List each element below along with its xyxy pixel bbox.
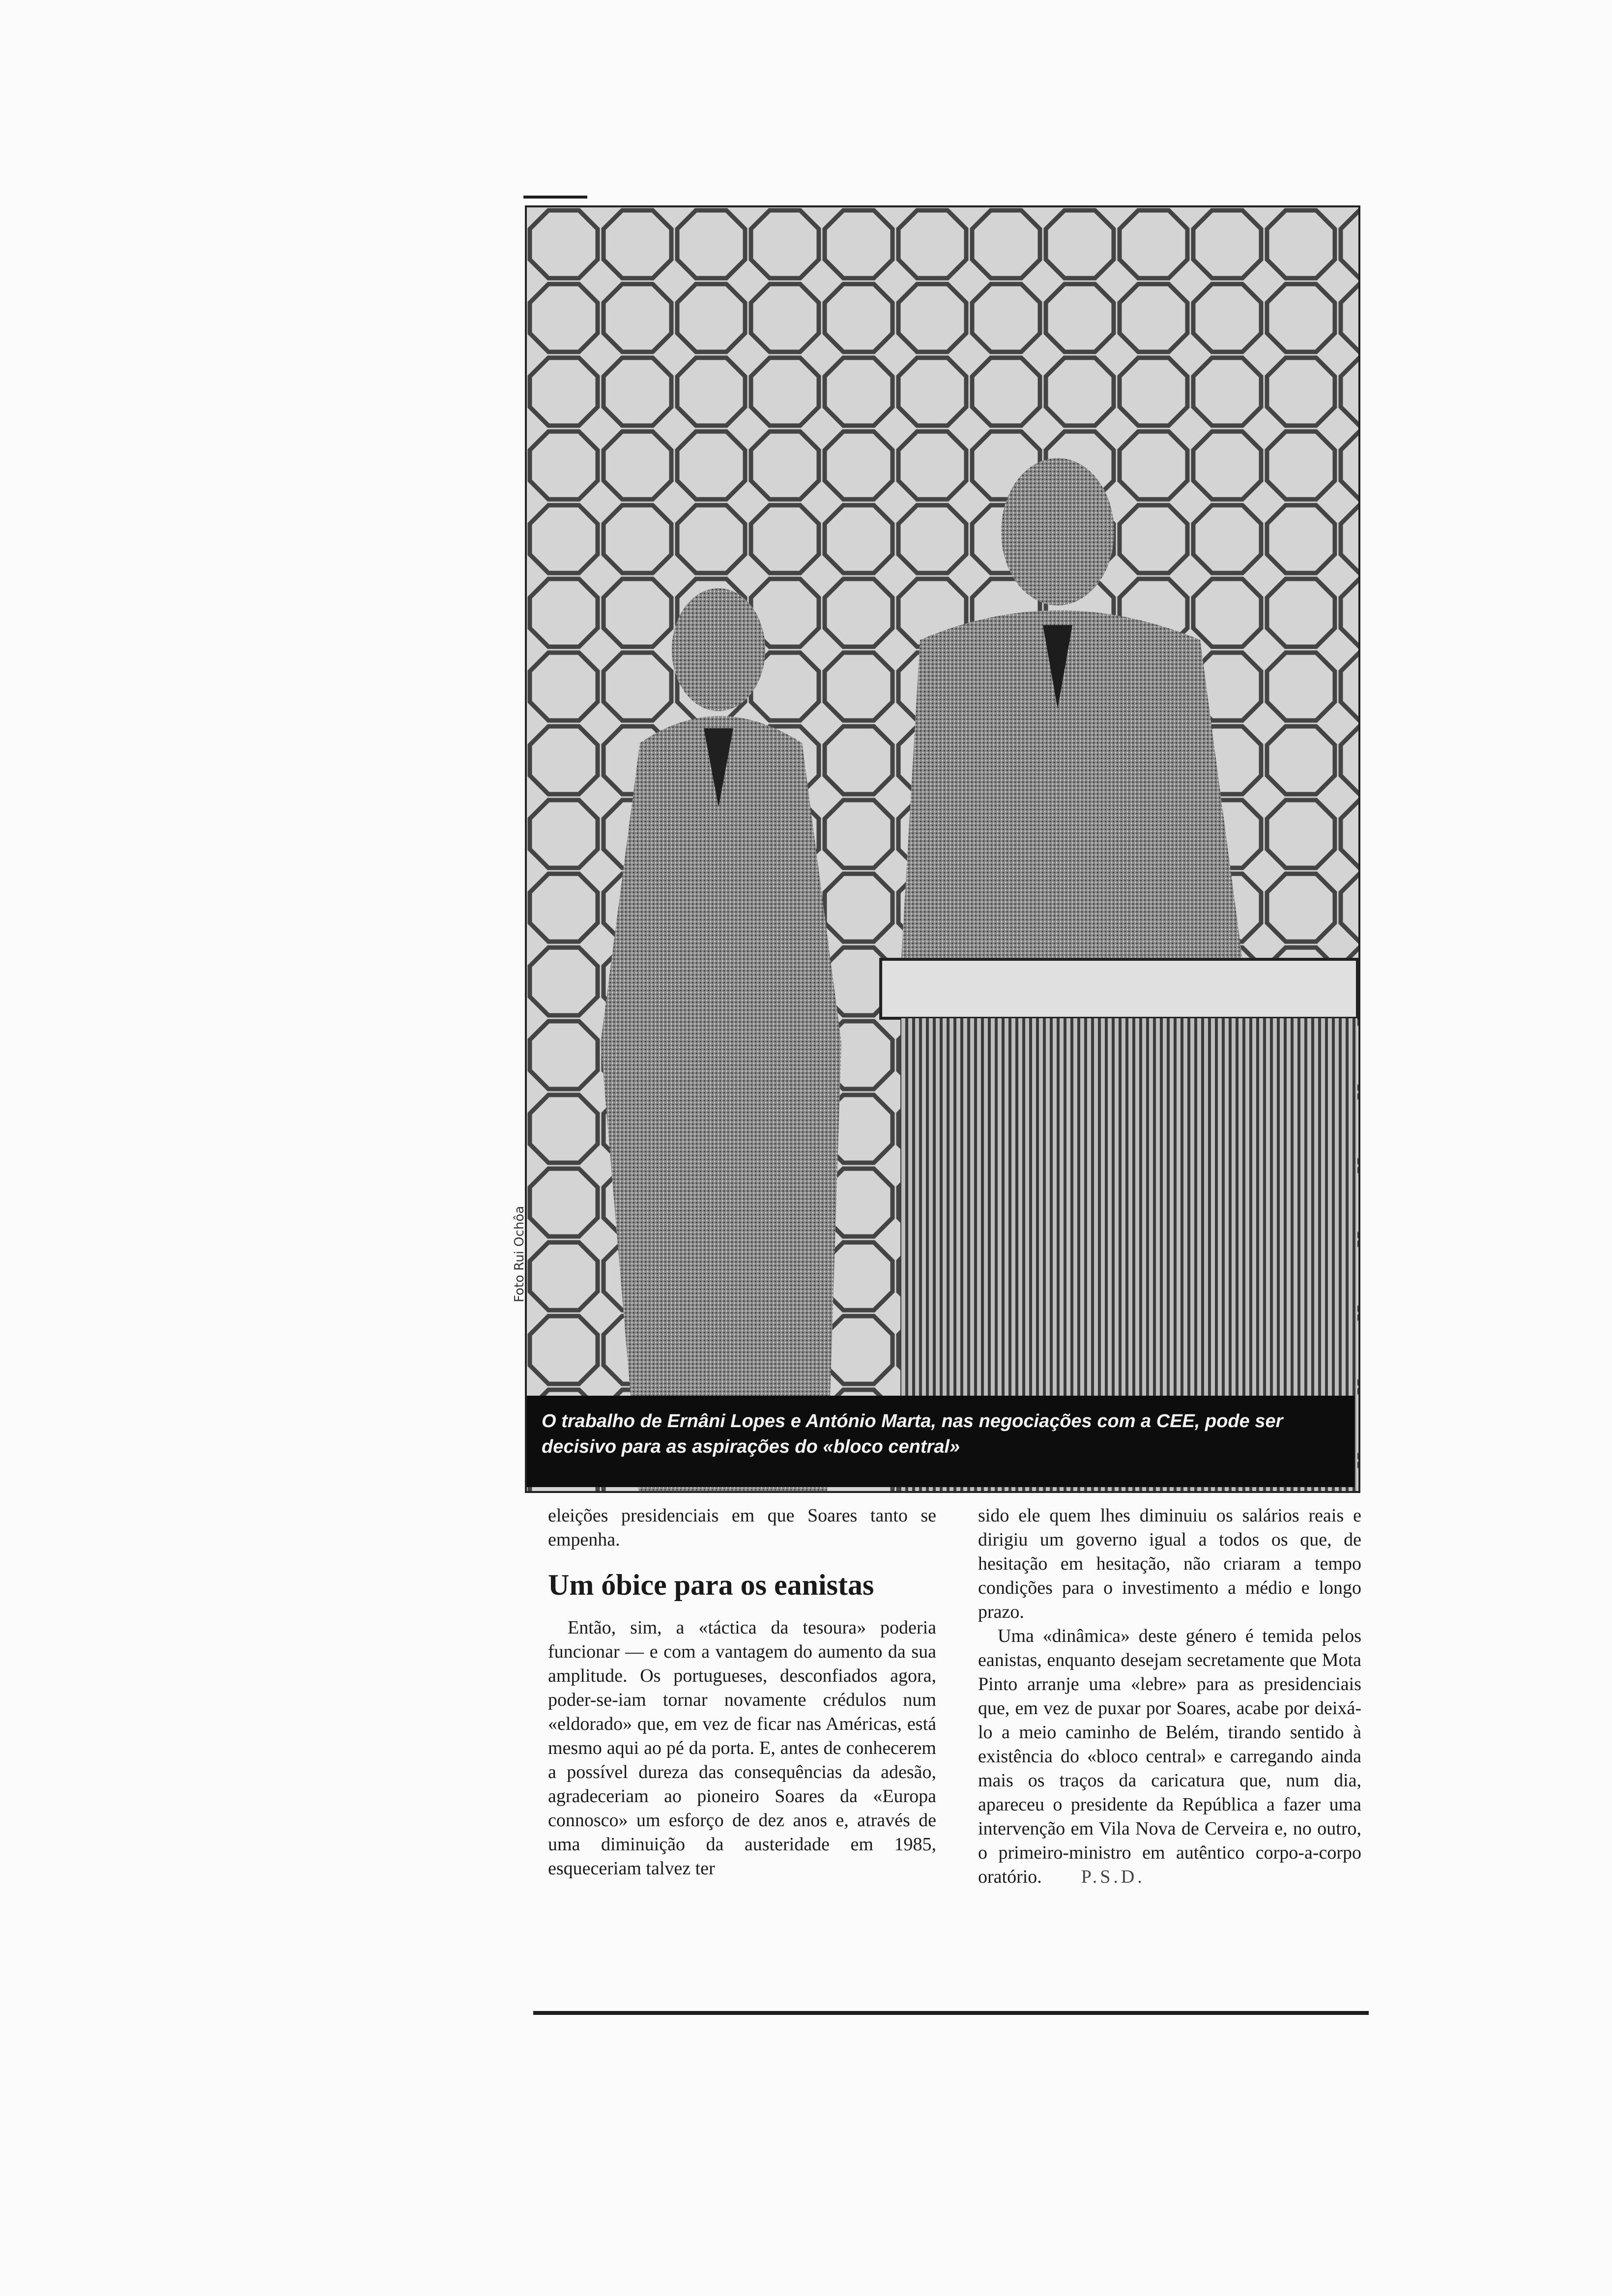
press-photo — [525, 205, 1360, 1493]
lead-paragraph: eleições presidenciais em que Soares tanto se empenha. — [548, 1505, 936, 1550]
article-column-left — [548, 1504, 936, 1881]
signoff: P.S.D. — [1081, 1866, 1145, 1887]
left-paragraph: Então, sim, a «táctica da tesoura» poderia funcionar — e com a vantagem do aumento da sua amplitude. Os portugueses, desconfiados agora, poder-se-iam tornar novamente crédulos num «eldorado» que, em vez de ficar nas Américas, está mesmo aqui ao pé da porta. E, antes de conhecerem a possível dureza das consequências da adesão, agradeceriam ao pioneiro Soares da «Europa connosco» um esforço de dez anos e, através de uma diminuição da austeridade em 1985, esqueceriam talvez ter — [548, 1617, 936, 1879]
right-paragraph-2 — [978, 1624, 1361, 1889]
photo-illustration — [527, 207, 1358, 1491]
article-column-right — [978, 1504, 1361, 1889]
top-rule — [523, 196, 587, 199]
section-title: Um óbice para os eanistas — [548, 1569, 874, 1601]
photo-credit: Foto Rui Ochôa — [512, 1205, 527, 1302]
photo-caption: O trabalho de Ernâni Lopes e António Marta, nas negociações com a CEE, pode ser decisivo para as aspirações do «bloco central» — [527, 1396, 1354, 1487]
bottom-rule — [533, 2011, 1369, 2015]
right-paragraph-2-text: Uma «dinâmica» deste género é temida pelos eanistas, enquanto desejam secretamente que Mota Pinto arranje uma «lebre» para as presidenciais que, em vez de puxar por Soares, acabe por deixá-lo a meio caminho de Belém, tirando sentido à existência do «bloco central» e carregando ainda mais os traços da caricatura que, num dia, apareceu o presidente da República a fazer uma intervenção em Vila Nova de Cerveira e, no outro, o primeiro-ministro em autêntico corpo-a-corpo oratório. — [978, 1626, 1361, 1887]
right-paragraph-1: sido ele quem lhes diminuiu os salários reais e dirigiu um governo igual a todos os que, de hesitação em hesitação, não criaram a tempo condições para o investimento a médio e longo prazo. — [978, 1505, 1361, 1622]
